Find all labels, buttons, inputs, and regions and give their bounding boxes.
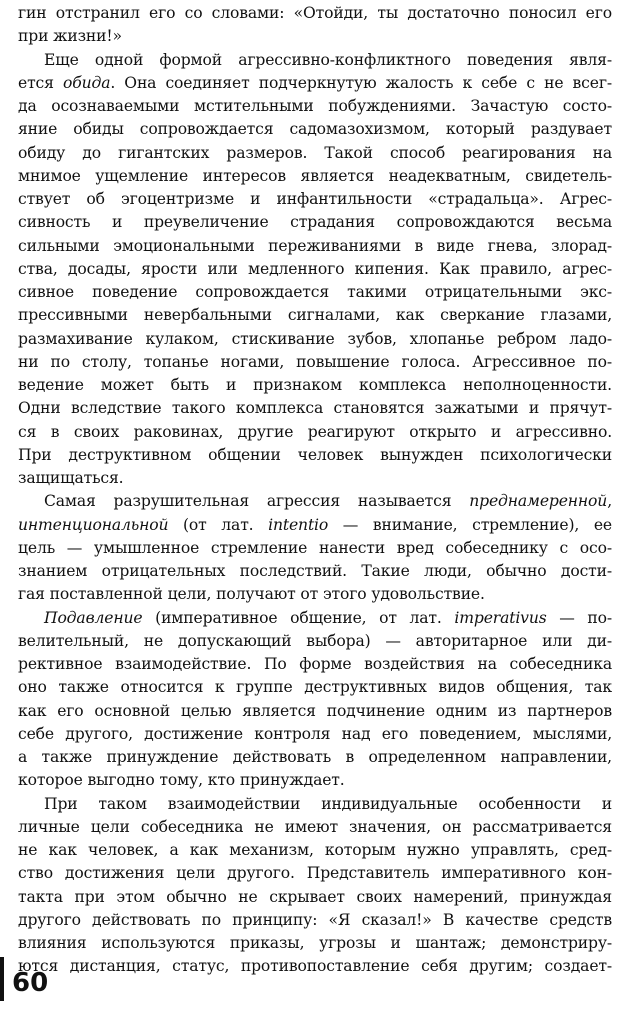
text-line — [18, 583, 612, 606]
text-run: яние обиды сопровождается садомазохизмом, который раздувает — [18, 120, 612, 139]
text-run: — по- — [546, 608, 612, 627]
text-run: обиду до гигантских размеров. Такой способ реагирования на — [18, 143, 612, 162]
text-line — [18, 281, 612, 304]
text-run: ства, досады, ярости или медленного кипения. Как правило, агрес- — [18, 259, 612, 278]
text-line — [18, 769, 612, 792]
text-run: (императивное общение, от лат. — [142, 608, 455, 627]
text-line — [18, 421, 612, 444]
text-line — [18, 25, 612, 48]
text-line — [18, 72, 612, 95]
text-run: Еще одной формой агрессивно-конфликтного поведения явля- — [44, 50, 612, 69]
text-line — [18, 723, 612, 746]
text-run: как его основной целью является подчинение одним из партнеров — [18, 701, 612, 720]
text-run: Самая разрушительная агрессия называется — [44, 492, 470, 511]
text-line — [18, 444, 612, 467]
text-run: да осознаваемыми мстительными побуждениями. Зачастую состо- — [18, 97, 612, 115]
text-line — [18, 304, 612, 327]
text-line — [18, 816, 612, 839]
text-line — [18, 142, 612, 165]
text-line — [18, 862, 612, 885]
text-run: размахивание кулаком, стискивание зубов, хлопанье ребром ладо- — [18, 329, 612, 348]
text-run: (от лат. — [168, 515, 269, 534]
text-run: гая поставленной цели, получают от этого удовольствие. — [18, 585, 485, 604]
text-run: прессивными невербальными сигналами, как сверкание глазами, — [18, 306, 612, 325]
text-run: При таком взаимодействии индивидуальные особенности и — [44, 794, 612, 813]
text-run: Одни вследствие такого комплекса становятся зажатыми и прячут- — [18, 399, 612, 418]
text-run: а также принуждение действовать в определенном направлении, — [18, 748, 612, 766]
book-page — [12, 2, 612, 1002]
text-run: влияния используются приказы, угрозы и шантаж; демонстриру- — [18, 934, 612, 952]
text-run: себе другого, достижение контроля над его поведением, мыслями, — [18, 724, 612, 743]
text-run: ствует об эгоцентризме и инфантильности «страдальца». Агрес- — [18, 190, 612, 208]
text-run: не как человек, а как механизм, которым нужно управлять, сред- — [18, 841, 612, 859]
text-line — [18, 374, 612, 397]
text-run: цель — умышленное стремление нанести вред собеседнику с осо- — [18, 538, 612, 557]
text-run: ся в своих раковинах, другие реагируют открыто и агрессивно. — [18, 422, 612, 441]
italic-term: интенциональной — [18, 515, 169, 534]
text-line — [18, 839, 612, 862]
page-number: 60 — [12, 968, 49, 998]
text-line — [18, 700, 612, 723]
italic-term: intentio — [268, 515, 329, 534]
text-line — [18, 397, 612, 420]
text-run: при жизни!» — [18, 27, 122, 46]
text-run: ни по столу, топанье ногами, повышение голоса. Агрессивное по- — [18, 352, 612, 371]
text-line — [18, 258, 612, 281]
text-run: другого действовать по принципу: «Я сказал!» В качестве средств — [18, 910, 612, 929]
text-run: сивное поведение сопровождается такими отрицательными экс- — [18, 283, 612, 301]
text-run: сивность и преувеличение страдания сопровождаются весьма — [18, 213, 612, 232]
italic-term: Подавление — [44, 608, 143, 627]
text-run: ется — [18, 73, 63, 92]
text-line — [18, 328, 612, 351]
text-line — [18, 653, 612, 676]
text-line — [18, 793, 612, 816]
text-line — [18, 235, 612, 258]
text-line — [18, 2, 612, 25]
text-run: знанием отрицательных последствий. Такие люди, обычно дости- — [18, 562, 612, 580]
text-run: которое выгодно тому, кто принуждает. — [18, 771, 345, 790]
text-line — [18, 95, 612, 118]
text-line — [18, 746, 612, 769]
text-line — [18, 886, 612, 909]
text-run: , — [607, 492, 612, 511]
text-line — [18, 607, 612, 630]
text-run: — внимание, стремление), ее — [328, 515, 612, 534]
text-run: велительный, не допускающий выбора) — авторитарное или ди- — [18, 631, 612, 650]
text-line — [18, 188, 612, 211]
text-run: рективное взаимодействие. По форме воздействия на собеседника — [18, 655, 612, 673]
text-line — [18, 955, 612, 978]
text-run: защищаться. — [18, 469, 124, 487]
margin-bar — [0, 957, 4, 1001]
text-line — [18, 537, 612, 560]
text-line — [18, 909, 612, 932]
text-run: такта при этом обычно не скрывает своих намерений, принуждая — [18, 887, 612, 906]
text-run: ство достижения цели другого. Представитель императивного кон- — [18, 864, 612, 883]
text-line — [18, 490, 612, 513]
text-run: ются дистанция, статус, противопоставление себя другим; создает- — [18, 957, 612, 976]
text-line — [18, 118, 612, 141]
text-line — [18, 630, 612, 653]
text-run: ведение может быть и признаком комплекса неполноценности. — [18, 376, 612, 394]
text-line — [18, 49, 612, 72]
text-run: личные цели собеседника не имеют значения, он рассматривается — [18, 817, 612, 836]
text-line — [18, 165, 612, 188]
text-run: оно также относится к группе деструктивных видов общения, так — [18, 678, 612, 697]
text-run: . Она соединяет подчеркнутую жалость к себе с не всег- — [110, 73, 612, 92]
italic-term: преднамеренной — [469, 492, 608, 511]
italic-term: imperativus — [454, 608, 547, 627]
italic-term: обида — [62, 73, 111, 92]
text-run: сильными эмоциональными переживаниями в виде гнева, злорад- — [18, 236, 612, 255]
text-run: мнимое ущемление интересов является неадекватным, свидетель- — [18, 166, 612, 185]
text-line — [18, 514, 612, 537]
text-line — [18, 676, 612, 699]
text-line — [18, 351, 612, 374]
text-line — [18, 560, 612, 583]
text-run: При деструктивном общении человек вынужден психологически — [18, 445, 612, 464]
text-line — [18, 467, 612, 490]
text-line — [18, 932, 612, 955]
text-line — [18, 211, 612, 234]
text-run: гин отстранил его со словами: «Отойди, ты достаточно поносил его — [18, 4, 612, 22]
